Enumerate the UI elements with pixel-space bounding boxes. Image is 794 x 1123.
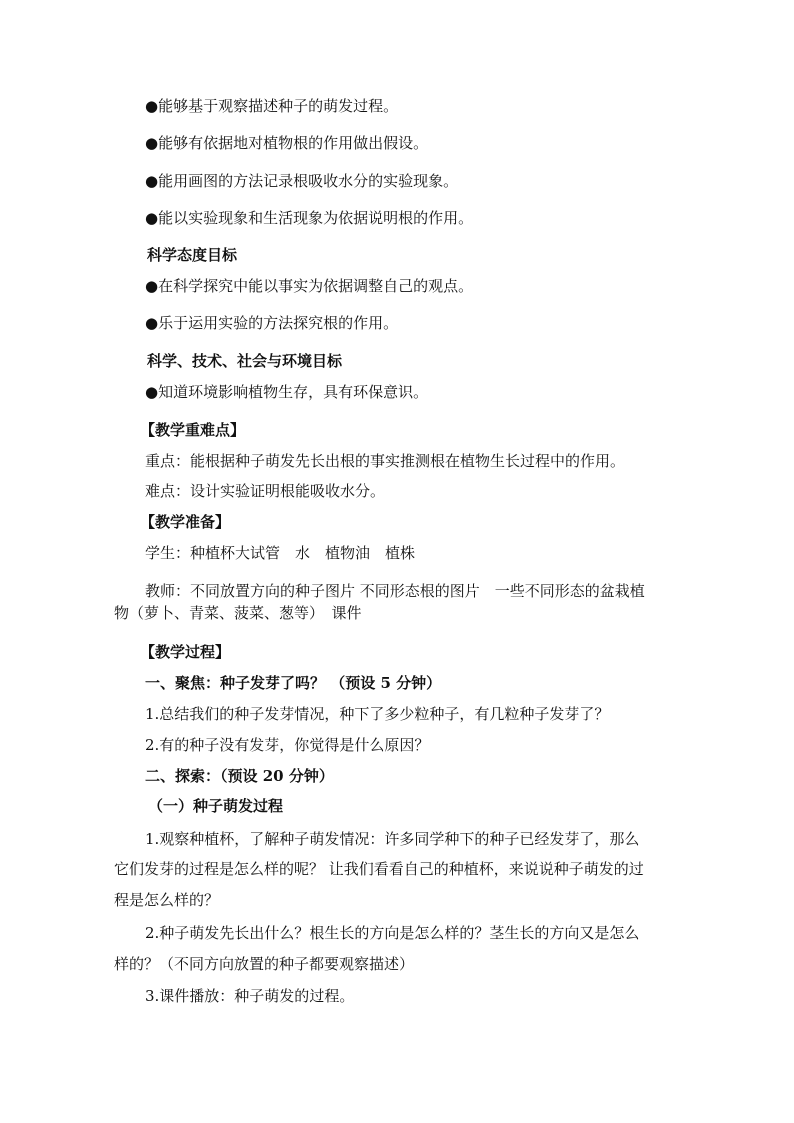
section2-heading: 二、探索：（预设 20 分钟） [145, 767, 334, 785]
item2-line-1: 2.种子萌发先长出什么？根生长的方向是怎么样的？茎生长的方向又是怎么 [145, 924, 640, 942]
skill-goal-1: ●能够基于观察描述种子的萌发过程。 [145, 97, 399, 115]
process-heading: 【教学过程】 [140, 643, 231, 661]
difficult-point: 难点：设计实验证明根能吸收水分。 [145, 482, 386, 500]
item3: 3.课件播放：种子萌发的过程。 [145, 987, 355, 1005]
key-point: 重点：能根据种子萌发先长出根的事实推测根在植物生长过程中的作用。 [145, 452, 626, 470]
sts-heading: 科学、技术、社会与环境目标 [147, 352, 343, 370]
attitude-goal-2: ●乐于运用实验的方法探究根的作用。 [145, 314, 399, 332]
attitude-heading: 科学态度目标 [147, 246, 238, 264]
section1-item-1: 1.总结我们的种子发芽情况，种下了多少粒种子，有几粒种子发芽了？ [145, 705, 610, 723]
section1-item-2: 2.有的种子没有发芽，你觉得是什么原因？ [145, 736, 430, 754]
skill-goal-3: ●能用画图的方法记录根吸收水分的实验现象。 [145, 172, 459, 190]
item1-line-1: 1.观察种植杯，了解种子萌发情况：许多同学种下的种子已经发芽了，那么 [145, 830, 640, 848]
item1-line-3: 程是怎么样的？ [114, 891, 220, 909]
item1-line-2: 它们发芽的过程是怎么样的呢？ 让我们看看自己的种植杯，来说说种子萌发的过 [114, 860, 644, 878]
prep-students: 学生：种植杯大试管 水 植物油 植株 [145, 544, 416, 562]
subsection1-heading: （一）种子萌发过程 [148, 797, 284, 815]
skill-goal-4: ●能以实验现象和生活现象为依据说明根的作用。 [145, 209, 474, 227]
section1-heading: 一、聚焦：种子发芽了吗？ （预设 5 分钟） [145, 674, 442, 692]
prep-heading: 【教学准备】 [140, 513, 231, 531]
skill-goal-2: ●能够有依据地对植物根的作用做出假设。 [145, 134, 429, 152]
prep-teacher-line-2: 物（萝卜、青菜、菠菜、葱等） 课件 [114, 604, 362, 622]
sts-goal-1: ●知道环境影响植物生存，具有环保意识。 [145, 383, 429, 401]
key-points-heading: 【教学重难点】 [140, 421, 246, 439]
attitude-goal-1: ●在科学探究中能以事实为依据调整自己的观点。 [145, 277, 474, 295]
prep-teacher-line-1: 教师：不同放置方向的种子图片 不同形态根的图片 一些不同形态的盆栽植 [145, 582, 645, 600]
item2-line-2: 样的？（不同方向放置的种子都要观察描述） [114, 955, 415, 973]
